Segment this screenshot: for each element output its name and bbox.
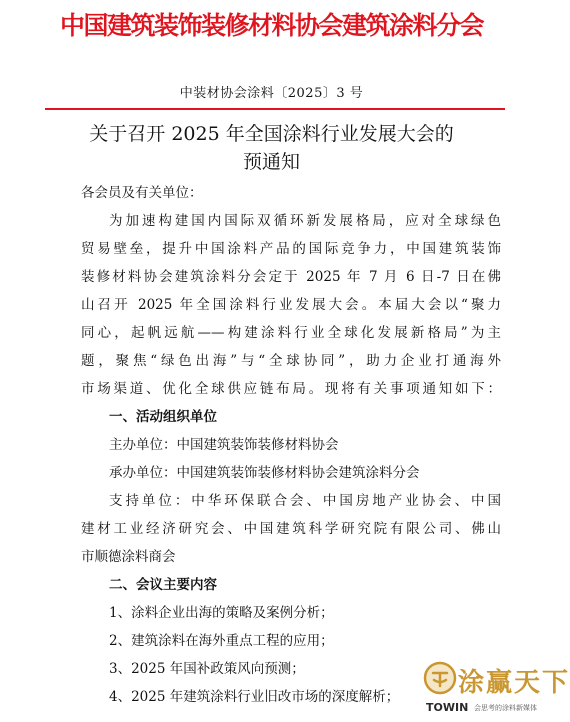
agenda-item: 3、2025 年国补政策风向预测； [109, 661, 305, 677]
agenda-item: 4、2025 年建筑涂料行业旧改市场的深度解析； [109, 689, 400, 705]
host-unit: 主办单位：中国建筑装饰装修材料协会 [109, 437, 339, 453]
intro-line: 同心，起帆远航——构建涂料行业全球化发展新格局”为主 [81, 325, 501, 341]
support-unit-line: 市顺德涂料商会 [81, 549, 176, 565]
org-header: 中国建筑装饰装修材料协会建筑涂料分会 [59, 11, 483, 40]
intro-line: 山召开 2025 年全国涂料行业发展大会。本届大会以“聚力 [81, 297, 501, 313]
header-divider [45, 108, 505, 110]
watermark-slogan: 会思考的涂料新媒体 [474, 704, 537, 712]
intro-line: 题，聚焦“绿色出海”与“全球协同”，助力企业打通海外 [81, 353, 501, 369]
agenda-item: 2、建筑涂料在海外重点工程的应用； [109, 633, 334, 649]
towin-watermark [422, 660, 570, 722]
section-heading-organizers: 一、活动组织单位 [109, 409, 217, 425]
document-title-line-2: 预通知 [242, 151, 300, 173]
salutation: 各会员及有关单位： [81, 185, 203, 201]
intro-line: 市场渠道、优化全球供应链布局。现将有关事项通知如下： [81, 381, 501, 397]
document-title-line-1: 关于召开 2025 年全国涂料行业发展大会的 [89, 123, 454, 145]
towin-logo-icon [422, 660, 458, 696]
section-heading-agenda: 二、会议主要内容 [109, 577, 217, 593]
watermark-brand: TOWIN [426, 701, 469, 714]
watermark-name: 涂赢天下 [458, 668, 570, 698]
document-number: 中装材协会涂料〔2025〕3 号 [179, 86, 364, 101]
intro-line: 为加速构建国内国际双循环新发展格局，应对全球绿色 [109, 213, 501, 229]
support-unit-line: 建材工业经济研究会、中国建筑科学研究院有限公司、佛山 [81, 521, 501, 537]
intro-line: 装修材料协会建筑涂料分会定于 2025 年 7 月 6 日-7 日在佛 [81, 269, 501, 285]
organizer-unit: 承办单位：中国建筑装饰装修材料协会建筑涂料分会 [109, 465, 420, 481]
intro-line: 贸易壁垒，提升中国涂料产品的国际竞争力，中国建筑装饰 [81, 241, 501, 257]
support-unit-line: 支持单位：中华环保联合会、中国房地产业协会、中国 [109, 493, 501, 509]
agenda-item: 1、涂料企业出海的策略及案例分析； [109, 605, 334, 621]
